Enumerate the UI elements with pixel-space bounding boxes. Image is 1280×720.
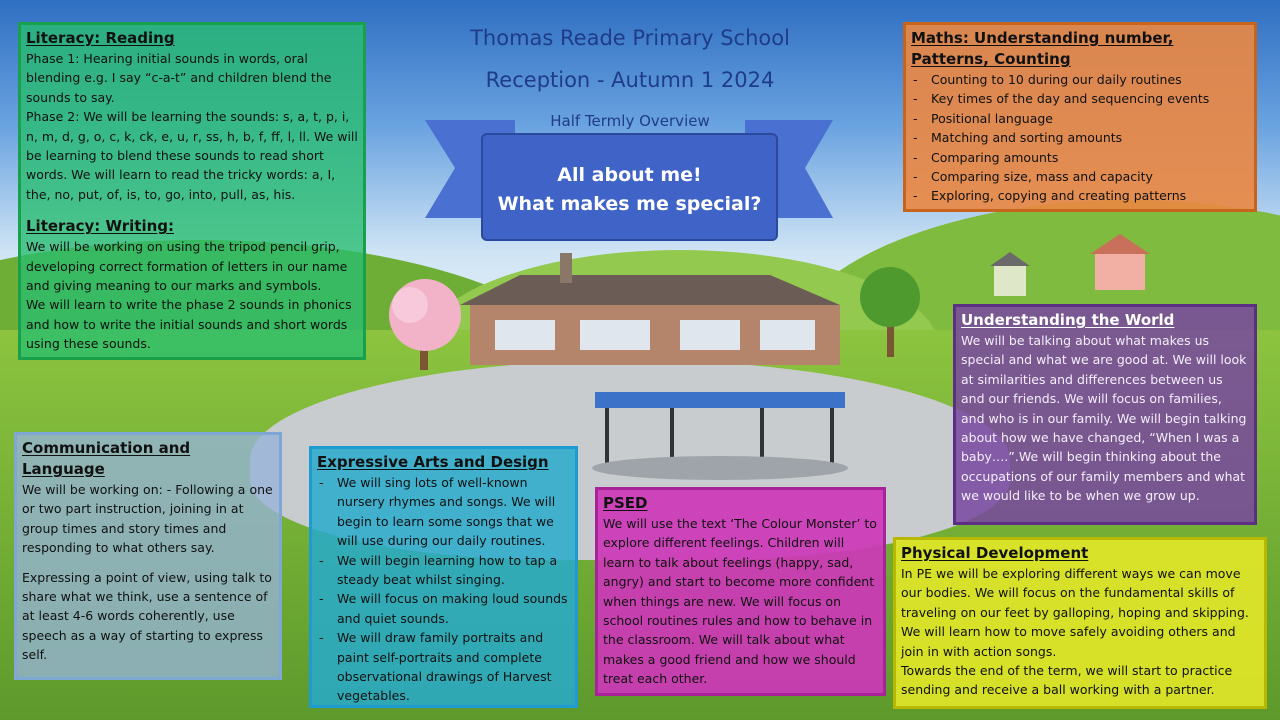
blossom-tree-icon — [380, 275, 470, 375]
bandstand-icon — [590, 392, 850, 482]
list-item: - We will draw family portraits and paint self-portraits and complete observational drawings of Harvest vegetables. — [317, 628, 570, 706]
list-item: - Exploring, copying and creating patterns — [911, 186, 1249, 205]
physical-development-panel — [893, 537, 1267, 709]
school-building-icon — [440, 245, 860, 375]
theme-line-1: All about me! — [557, 164, 702, 186]
list-item: - We will begin learning how to tap a steady beat whilst singing. — [317, 551, 570, 590]
psed-panel — [595, 487, 886, 696]
list-item: - Comparing size, mass and capacity — [911, 167, 1249, 186]
maths-list — [911, 70, 1249, 206]
comm-text-1: We will be working on: - Following a one or two part instruction, joining in at group times and story times and responding to what others say. — [22, 482, 273, 556]
comm-text-2: Expressing a point of view, using talk to share what we think, use a sentence of at least 4-6 words coherently, use speech as a way of starting to express self. — [22, 569, 272, 663]
tree-right-icon — [855, 262, 925, 362]
theme-line-2: What makes me special? — [497, 193, 762, 215]
writing-title: Literacy: Writing: — [26, 217, 175, 236]
literacy-panel — [18, 22, 366, 360]
reading-phase-2: Phase 2: We will be learning the sounds: s, a, t, p, i, n, m, d, g, o, c, k, ck, e, u, r, ss, h, b, f, ff, l, ll. We will be learning to blend these sounds to read short words. We will learn to read the tricky words: a, I, the, no, put, of, is, to, go, into, pull, as, his. — [26, 109, 358, 202]
list-item: - Matching and sorting amounts — [911, 128, 1249, 147]
pd-text-2: Towards the end of the term, we will start to practice sending and receive a ball working with a partner. — [901, 663, 1233, 698]
arts-panel — [309, 446, 578, 708]
list-item: - Key times of the day and sequencing events — [911, 89, 1249, 108]
psed-title: PSED — [603, 494, 648, 512]
world-panel — [953, 304, 1257, 525]
comm-title: Communication and Language — [22, 439, 191, 478]
arts-list — [317, 473, 570, 706]
maths-title: Maths: Understanding number, Patterns, Counting — [911, 29, 1174, 68]
theme-banner — [481, 133, 778, 241]
list-item: - We will sing lots of well-known nursery rhymes and songs. We will begin to learn some songs that we will use during our daily routines. — [317, 473, 570, 551]
maths-panel — [903, 22, 1257, 212]
world-title: Understanding the World — [961, 311, 1175, 329]
term-title: Reception - Autumn 1 2024 — [485, 68, 775, 92]
pd-text-1: In PE we will be exploring different ways we can move our bodies. We will focus on the fundamental skills of traveling on our feet by galloping, hoping and skipping. We will learn how to move safely avoiding others and join in with action songs. — [901, 566, 1249, 659]
world-text: We will be talking about what makes us special and what we are good at. We will look at similarities and differences between us and our friends. We will focus on families, and who is in our family. We will begin talking about how we have changed, “When I was a baby….”.We will begin thinking about the occupations of our family members and what we would like to be when we grow up. — [961, 333, 1247, 504]
psed-text: We will use the text ‘The Colour Monster’ to explore different feelings. Children will learn to talk about feelings (happy, sad, angry) and start to become more confident when things are new. We will focus on school routines rules and how to behave in the classroom. We will talk about what makes a good friend and how we should treat each other. — [603, 516, 877, 687]
list-item: - Comparing amounts — [911, 148, 1249, 167]
overview-subtitle: Half Termly Overview — [550, 112, 710, 130]
list-item: - Positional language — [911, 109, 1249, 128]
list-item: - We will focus on making loud sounds and quiet sounds. — [317, 589, 570, 628]
school-name: Thomas Reade Primary School — [470, 26, 790, 50]
list-item: - Counting to 10 during our daily routines — [911, 70, 1249, 89]
arts-title: Expressive Arts and Design — [317, 453, 549, 471]
communication-panel — [14, 432, 282, 680]
reading-title: Literacy: Reading — [26, 29, 175, 47]
writing-text-1: We will be working on using the tripod pencil grip, developing correct formation of letters in our name and giving meaning to our marks and symbols. — [26, 239, 348, 294]
pd-title: Physical Development — [901, 544, 1089, 562]
house-icon-small — [990, 250, 1030, 298]
writing-text-2: We will learn to write the phase 2 sounds in phonics and how to write the initial sounds and short words using these sounds. — [26, 297, 352, 352]
house-icon — [1090, 232, 1150, 292]
reading-phase-1: Phase 1: Hearing initial sounds in words, oral blending e.g. I say “c-a-t” and children blend the sounds to say. — [26, 51, 332, 105]
